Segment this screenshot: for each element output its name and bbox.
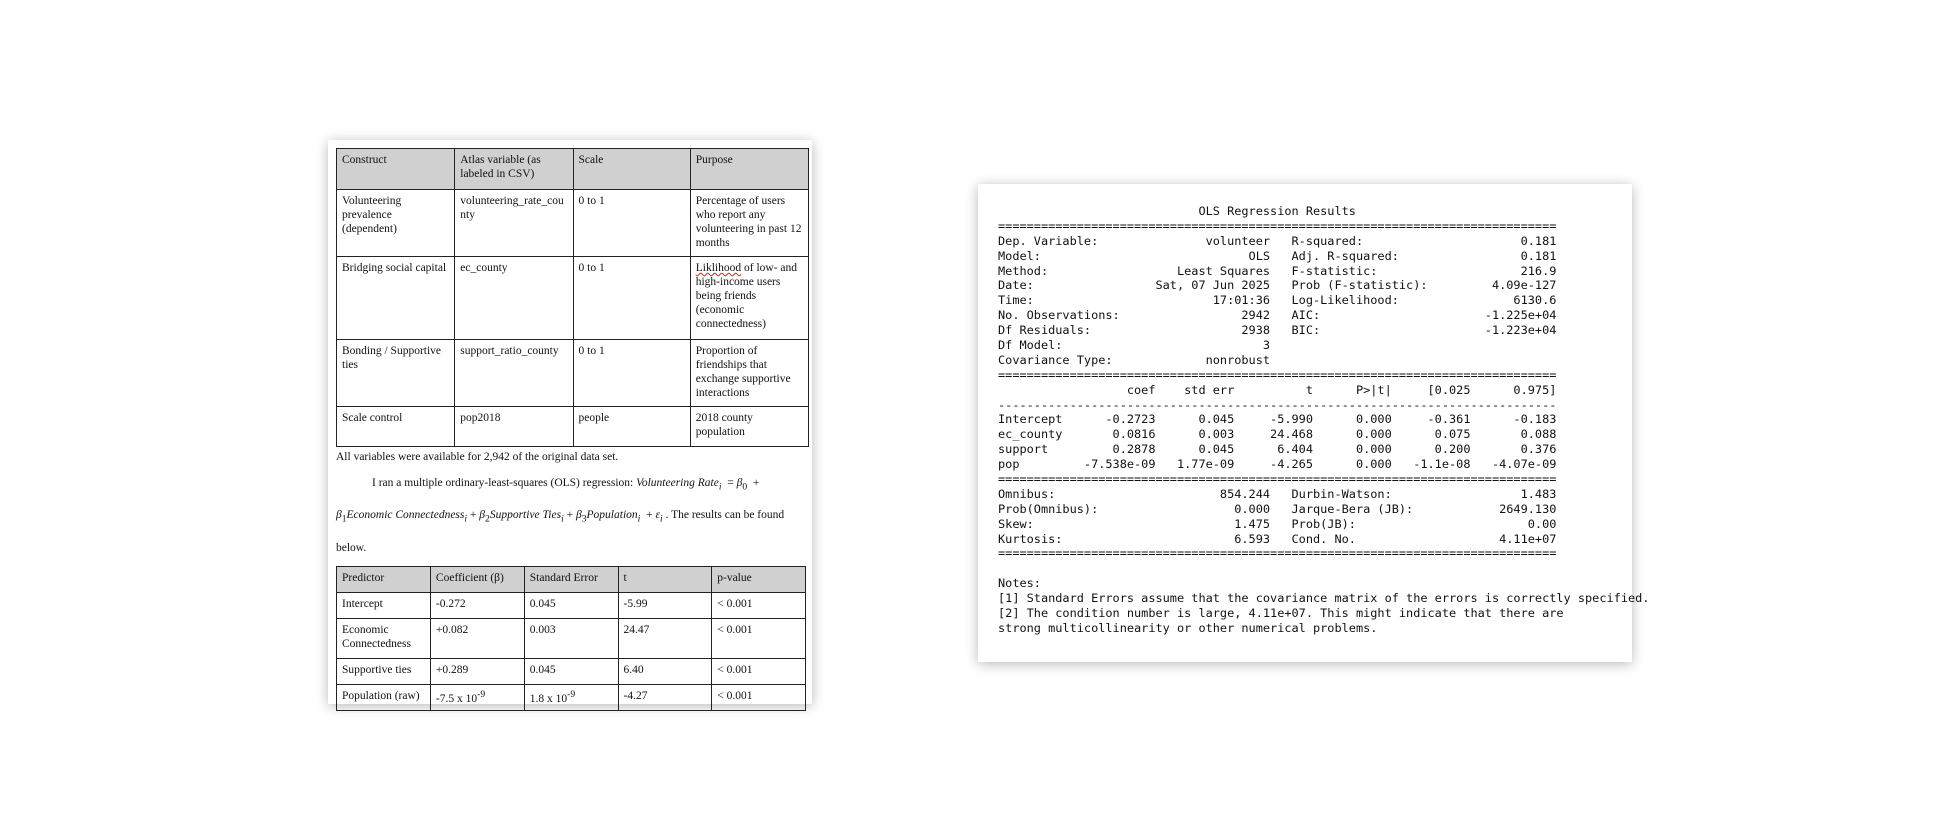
purpose-text: Liklihood of low- and high-income users being friends (economic connectedness) bbox=[695, 262, 797, 331]
paragraph-text: . The results can be found below. bbox=[336, 509, 785, 554]
ols-summary-text bbox=[998, 204, 1650, 636]
table-cell: -0.272 bbox=[430, 592, 524, 618]
table-cell: 0.045 bbox=[524, 658, 618, 684]
document-page bbox=[328, 140, 812, 704]
ols-title: OLS Regression Results bbox=[998, 204, 1356, 218]
equation-term: Supportive Ties bbox=[489, 509, 562, 522]
diagnostic-row: Prob(Omnibus): 0.000 Jarque-Bera (JB): 2649.130 bbox=[998, 501, 1557, 516]
equation-subscript: i bbox=[637, 513, 641, 525]
coef-exponent: -9 bbox=[477, 688, 486, 700]
header-cell: p-value bbox=[712, 566, 806, 592]
note-line: [2] The condition number is large, 4.11e+07. This might indicate that there are bbox=[998, 606, 1564, 621]
table-cell: 0 to 1 bbox=[573, 340, 690, 407]
coef-row: pop -7.538e-09 1.77e-09 -4.265 0.000 -1.1e-08 -4.07e-09 bbox=[998, 457, 1557, 472]
summary-row: Model: OLS Adj. R-squared: 0.181 bbox=[998, 248, 1557, 263]
table-cell bbox=[430, 684, 524, 710]
table-row bbox=[337, 592, 806, 618]
table-row bbox=[337, 190, 809, 257]
equation-term: β bbox=[736, 477, 743, 489]
summary-row: Covariance Type: nonrobust bbox=[998, 352, 1271, 367]
equation-term: Economic Connectedness bbox=[346, 509, 465, 522]
rule-line: ------------------------------------------------------------------------------ bbox=[998, 397, 1557, 412]
equation-term: β bbox=[479, 509, 486, 522]
table-cell: pop2018 bbox=[455, 407, 573, 447]
table-header-row bbox=[337, 566, 806, 592]
table-cell: Percentage of users who report any volunteering in past 12 months bbox=[690, 190, 808, 257]
header-cell: Predictor bbox=[337, 566, 431, 592]
summary-row: Df Model: 3 bbox=[998, 338, 1271, 353]
equation-term: β bbox=[576, 509, 582, 522]
equation-term: Population bbox=[586, 509, 638, 522]
summary-row: Date: Sat, 07 Jun 2025 Prob (F-statistic): 4.09e-127 bbox=[998, 278, 1557, 293]
rule-line: ============================================================================== bbox=[998, 472, 1557, 487]
summary-row: No. Observations: 2942 AIC: -1.225e+04 bbox=[998, 308, 1557, 323]
table-cell: Economic Connectedness bbox=[337, 618, 431, 658]
equation-subscript: 1 bbox=[341, 513, 347, 525]
table-cell: 2018 county population bbox=[690, 407, 808, 447]
table-cell: Intercept bbox=[337, 592, 431, 618]
equation-term: β bbox=[336, 509, 342, 522]
equation-subscript: 0 bbox=[742, 481, 748, 493]
header-cell: Standard Error bbox=[524, 566, 618, 592]
table-cell: Population (raw) bbox=[337, 684, 431, 710]
table-cell: Bridging social capital bbox=[337, 257, 455, 340]
variables-table bbox=[336, 148, 809, 447]
blank-line bbox=[998, 561, 1632, 576]
note-line: strong multicollinearity or other numerical problems. bbox=[998, 620, 1378, 635]
table-cell: 0 to 1 bbox=[573, 190, 690, 257]
coef-header-row: coef std err t P>|t| [0.025 0.975] bbox=[998, 382, 1557, 397]
table-cell: < 0.001 bbox=[712, 684, 806, 710]
header-cell: Atlas variable (as labeled in CSV) bbox=[455, 149, 573, 190]
equation-subscript: i bbox=[718, 481, 722, 493]
table-cell: < 0.001 bbox=[712, 618, 806, 658]
table-cell: support_ratio_county bbox=[455, 340, 573, 407]
availability-note: All variables were available for 2,942 of the original data set. bbox=[336, 451, 619, 463]
results-table bbox=[336, 566, 806, 711]
table-cell: +0.082 bbox=[430, 618, 524, 658]
table-cell: 0.045 bbox=[524, 592, 618, 618]
table-cell bbox=[690, 257, 808, 340]
summary-row: Df Residuals: 2938 BIC: -1.223e+04 bbox=[998, 323, 1557, 338]
table-cell: volunteering_rate_county bbox=[455, 190, 573, 257]
table-cell: < 0.001 bbox=[712, 658, 806, 684]
summary-row: Dep. Variable: volunteer R-squared: 0.181 bbox=[998, 233, 1557, 248]
header-cell: Scale bbox=[573, 149, 690, 190]
table-cell: -4.27 bbox=[618, 684, 712, 710]
header-cell: Construct bbox=[337, 149, 455, 190]
table-cell: people bbox=[573, 407, 690, 447]
equation-subscript: i bbox=[464, 513, 468, 525]
rule-line: ============================================================================== bbox=[998, 546, 1557, 561]
notes-label: Notes: bbox=[998, 576, 1041, 591]
misspelled-word: Liklihood bbox=[695, 262, 742, 274]
regression-paragraph: I ran a multiple ordinary-least-squares (OLS) regression: Volunteering Rate$_i$ = $\beta_0$ + $\beta_1Economic$ Connectedness$_i$ + $\beta_2Supportive$ Ties$_i$ + $\beta_3Population_i + \varepsilon_i$ . The results can be found below. bbox=[336, 477, 785, 554]
header-cell: t bbox=[618, 566, 712, 592]
table-row bbox=[337, 658, 806, 684]
equation-subscript: i bbox=[660, 513, 663, 525]
equation-subscript: i bbox=[561, 513, 564, 525]
summary-row: Method: Least Squares F-statistic: 216.9 bbox=[998, 263, 1557, 278]
diagnostic-row: Skew: 1.475 Prob(JB): 0.00 bbox=[998, 516, 1557, 531]
table-row bbox=[337, 340, 809, 407]
header-cell: Purpose bbox=[690, 149, 808, 190]
coef-row: Intercept -0.2723 0.045 -5.990 0.000 -0.361 -0.183 bbox=[998, 412, 1557, 427]
se-base: 1.8 x 10 bbox=[529, 692, 568, 705]
diagnostic-row: Omnibus: 854.244 Durbin-Watson: 1.483 bbox=[998, 486, 1557, 501]
table-cell: 24.47 bbox=[618, 618, 712, 658]
table-row bbox=[337, 618, 806, 658]
rule-line: ============================================================================== bbox=[998, 218, 1557, 233]
table-row bbox=[337, 257, 809, 340]
table-row bbox=[337, 407, 809, 447]
ols-output-panel bbox=[978, 184, 1650, 662]
coef-row: support 0.2878 0.045 6.404 0.000 0.200 0.376 bbox=[998, 442, 1557, 457]
table-cell: Supportive ties bbox=[337, 658, 431, 684]
table-cell bbox=[524, 684, 618, 710]
equation-term: Volunteering Rate bbox=[636, 477, 719, 489]
summary-row: Time: 17:01:36 Log-Likelihood: 6130.6 bbox=[998, 293, 1557, 308]
table-cell: Volunteering prevalence (dependent) bbox=[337, 190, 455, 257]
table-cell: 0 to 1 bbox=[573, 257, 690, 340]
note-line: [1] Standard Errors assume that the covariance matrix of the errors is correctly specified. bbox=[998, 591, 1650, 606]
paragraph-text: I ran a multiple ordinary-least-squares (OLS) regression: bbox=[372, 477, 637, 489]
equation-subscript: 3 bbox=[581, 513, 587, 525]
table-cell: -5.99 bbox=[618, 592, 712, 618]
table-cell: Proportion of friendships that exchange supportive interactions bbox=[690, 340, 808, 407]
table-cell: Bonding / Supportive ties bbox=[337, 340, 455, 407]
table-cell: ec_county bbox=[455, 257, 573, 340]
header-cell: Coefficient (β) bbox=[430, 566, 524, 592]
coef-base: -7.5 x 10 bbox=[435, 692, 478, 705]
equation-subscript: 2 bbox=[485, 513, 490, 525]
diagnostic-row: Kurtosis: 6.593 Cond. No. 4.11e+07 bbox=[998, 531, 1557, 546]
table-cell: +0.289 bbox=[430, 658, 524, 684]
coef-row: ec_county 0.0816 0.003 24.468 0.000 0.075 0.088 bbox=[998, 427, 1557, 442]
rule-line: ============================================================================== bbox=[998, 367, 1557, 382]
table-cell: 6.40 bbox=[618, 658, 712, 684]
table-row bbox=[337, 684, 806, 710]
se-exponent: -9 bbox=[567, 688, 576, 700]
table-cell: 0.003 bbox=[524, 618, 618, 658]
equation-term: ε bbox=[655, 509, 660, 522]
table-cell: Scale control bbox=[337, 407, 455, 447]
table-cell: < 0.001 bbox=[712, 592, 806, 618]
table-header-row bbox=[337, 149, 809, 190]
